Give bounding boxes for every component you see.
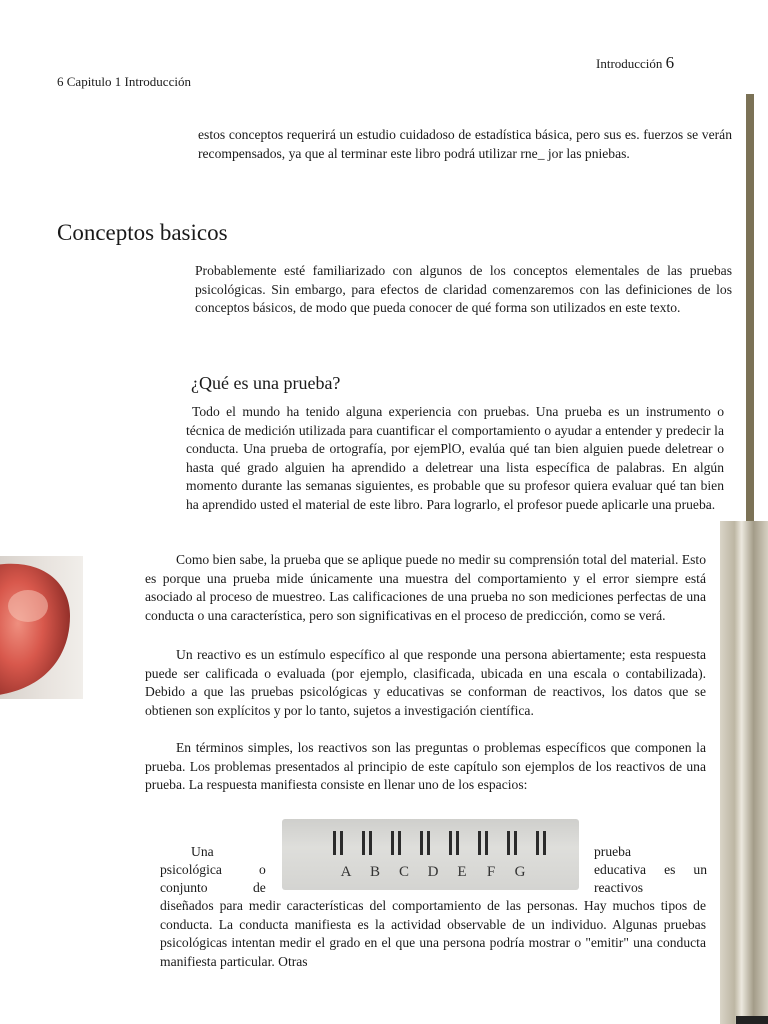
paragraph-prueba-muestra: Como bien sabe, la prueba que se aplique puede no medir su comprensión total del material. Esto es porque una prueba mide únicamente una muestra del comportamiento y el error siempre está asociado al proceso de muestreo. Las calificaciones de una prueba no son mediciones perfectas de una conducta o una característica, pero son significativas en el proceso de predicción, como se verá. — [145, 552, 706, 623]
subsection-heading: ¿Qué es una prueba? — [191, 373, 341, 393]
wrap-word-educativa: educativa es un — [594, 862, 707, 877]
answer-bar-2-2 — [369, 831, 372, 855]
answer-option-d: D — [427, 864, 439, 880]
margin-rule — [746, 94, 754, 526]
answer-bar-1-1 — [333, 831, 336, 855]
answer-bar-5-1 — [449, 831, 452, 855]
wrap-word-conjunto: conjunto — [160, 880, 208, 895]
paragraph-reactivos-terminos: En términos simples, los reactivos son las preguntas o problemas específicos que componen la prueba. Los problemas presentados al principio de este capítulo son ejemplos de los reactivos de una prueba. La respuesta manifiesta consiste en llenar uno de los espacios: — [145, 740, 706, 793]
intro-paragraph: estos conceptos requerirá un estudio cuidadoso de estadística básica, pero sus es. fuerzos se verán recompensados, ya que al terminar este libro podrá utilizar rne_ jor las pniebas. — [198, 127, 732, 161]
wrap-word-de: de — [253, 880, 266, 895]
wrap-word-prueba: prueba — [594, 844, 631, 859]
wrap-word-o: o — [259, 862, 266, 877]
page-number: 6 — [665, 53, 675, 72]
answer-bar-7-1 — [507, 831, 510, 855]
answer-bar-8-2 — [543, 831, 546, 855]
running-head-right-label: Introducción — [596, 56, 663, 71]
running-head-left: 6 Capitulo 1 Introducción — [57, 74, 191, 89]
answer-bar-6-1 — [478, 831, 481, 855]
book-edge — [720, 521, 768, 1024]
answer-option-c: C — [398, 864, 410, 880]
answer-bar-3-2 — [398, 831, 401, 855]
answer-bar-6-2 — [485, 831, 488, 855]
paragraph-reactivo: Un reactivo es un estímulo específico al que responde una persona abiertamente; esta respuesta puede ser calificada o evaluada (por ejemplo, clasificada, ubicada en una escala o contabilizada). Debido a que las pruebas psicológicas y educativas se conforman de reactivos, los datos que se obtienen son explícitos y por lo tanto, sujetos a investigación científica. — [145, 647, 706, 718]
answer-option-a: A — [340, 864, 352, 880]
answer-option-f: F — [486, 864, 496, 880]
section-lead-paragraph: Probablemente esté familiarizado con algunos de los conceptos elementales de las pruebas psicológicas. Sin embargo, para efectos de claridad comenzaremos con las definiciones de los conceptos básicos, de modo que pueda conocer de qué forma son utilizados en este texto. — [195, 263, 732, 316]
answer-bar-1-2 — [340, 831, 343, 855]
answer-bar-8-1 — [536, 831, 539, 855]
answer-bar-7-2 — [514, 831, 517, 855]
wrap-word-reactivos: reactivos — [594, 880, 644, 895]
answer-bar-4-1 — [420, 831, 423, 855]
paragraph-final: diseñados para medir características del comportamiento de las personas. Hay muchos tipos de conducta. La conducta manifiesta es la actividad observable de un individuo. Algunas pruebas psicológicas intentan medir el grado en el que una persona podría mostrar o "emitir" una conducta manifiesta particular. Otras — [160, 898, 706, 969]
section-heading: Conceptos basicos — [57, 220, 228, 245]
answer-bar-2-1 — [362, 831, 365, 855]
answer-sheet-image — [282, 819, 579, 890]
answer-sheet-graphic — [282, 819, 579, 890]
book-corner — [736, 1016, 768, 1024]
answer-bar-5-2 — [456, 831, 459, 855]
paragraph-prueba-definition: Todo el mundo ha tenido alguna experiencia con pruebas. Una prueba es un instrumento o técnica de medición utilizada para cuantificar el comportamiento o ayudar a entender y predecir la conducta. Una prueba de ortografía, por ejemPlO, evalúa qué tan bien alguien puede deletrear o hasta qué grado alguien ha aprendido a deletrear una lista específica de palabras. En algún momento durante las semanas siguientes, es probable que su profesor quiera evaluar qué tan bien ha aprendido usted el material de este libro. Para lograrlo, el profesor puede aplicarle una prueba. — [186, 404, 724, 512]
wrap-word-una: Una — [191, 844, 214, 859]
running-head-right — [596, 53, 674, 73]
answer-bar-4-2 — [427, 831, 430, 855]
answer-option-e: E — [457, 864, 467, 880]
finger-photo — [0, 556, 83, 699]
wrap-word-psicologica: psicológica — [160, 862, 222, 877]
answer-option-g: G — [514, 864, 526, 880]
answer-bar-3-1 — [391, 831, 394, 855]
answer-option-b: B — [369, 864, 381, 880]
